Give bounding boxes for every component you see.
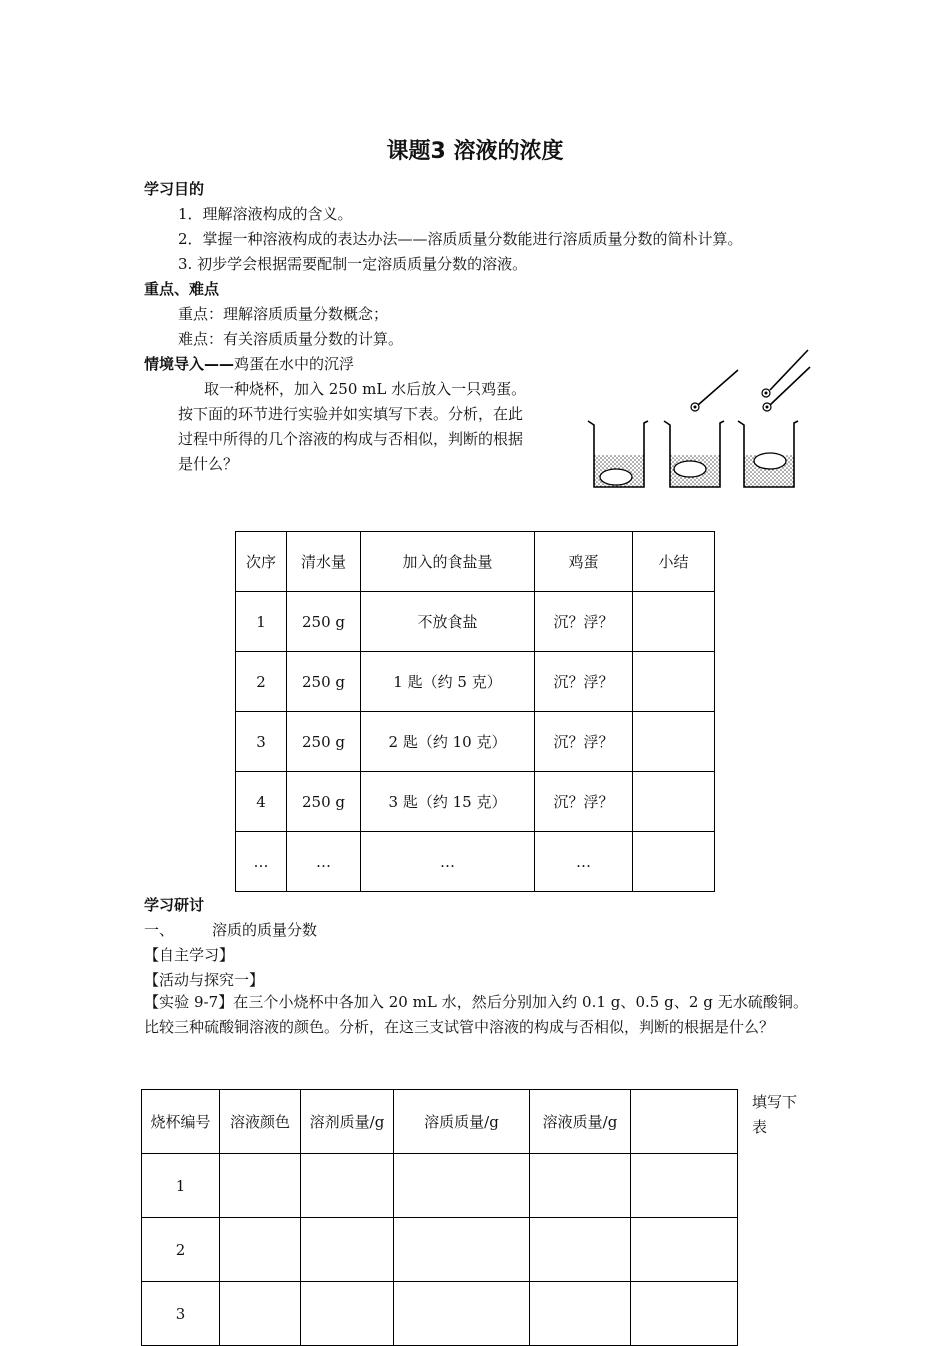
- activity-tag: 【活动与探究一】: [144, 971, 265, 989]
- table-cell-blank[interactable]: [301, 1218, 394, 1282]
- table-cell-blank[interactable]: [301, 1282, 394, 1346]
- table-cell: 250 g: [287, 712, 361, 772]
- objective-item: 3. 初步学会根据需要配制一定溶质质量分数的溶液。: [178, 255, 528, 273]
- scenario-heading-bold: 情境导入——: [144, 355, 235, 373]
- table-cell: 3: [142, 1282, 220, 1346]
- table-header-cell: 小结: [633, 532, 715, 592]
- scenario-heading-rest: 鸡蛋在水中的沉浮: [234, 355, 355, 373]
- table-cell-blank[interactable]: [220, 1282, 301, 1346]
- table-header-cell: 加入的食盐量: [361, 532, 535, 592]
- table-cell: 沉？浮？: [535, 592, 633, 652]
- table-cell: 不放食盐: [361, 592, 535, 652]
- self-study-tag: 【自主学习】: [144, 946, 235, 964]
- table-cell-blank[interactable]: [631, 1154, 738, 1218]
- table-header-cell: 溶剂质量/g: [301, 1090, 394, 1154]
- table-cell-blank[interactable]: [633, 712, 715, 772]
- experiment-text: 【实验 9-7】在三个小烧杯中各加入 20 mL 水，然后分别加入约 0.1 g、0.5 g、2 g 无水硫酸铜。比较三种硫酸铜溶液的颜色。分析，在这三支试管中溶液的构成与否相似，判断的根据是什么？: [144, 993, 808, 1036]
- table-cell: 1: [142, 1154, 220, 1218]
- table-cell: 250 g: [287, 592, 361, 652]
- table-cell-blank[interactable]: [220, 1154, 301, 1218]
- table-row: [236, 712, 715, 772]
- table-cell: 沉？浮？: [535, 652, 633, 712]
- table-cell: 250 g: [287, 772, 361, 832]
- table-row: [142, 1154, 738, 1218]
- table-cell: 3: [236, 712, 287, 772]
- table-cell-blank[interactable]: [394, 1218, 530, 1282]
- table-cell-blank[interactable]: [633, 772, 715, 832]
- table-cell: 2: [142, 1218, 220, 1282]
- table-header-row: [142, 1090, 738, 1154]
- table-row: [142, 1218, 738, 1282]
- table-cell: 沉？浮？: [535, 772, 633, 832]
- table-cell: 250 g: [287, 652, 361, 712]
- table-cell: 2: [236, 652, 287, 712]
- table-cell-blank[interactable]: [530, 1282, 631, 1346]
- fill-table-note: 填写下表: [752, 1093, 798, 1136]
- table-header-cell: 溶液质量/g: [530, 1090, 631, 1154]
- egg-experiment-table: [235, 531, 715, 892]
- table-cell-blank[interactable]: [394, 1282, 530, 1346]
- scenario-line: 过程中所得的几个溶液的构成与否相似，判断的根据: [178, 430, 524, 448]
- table-cell: …: [287, 832, 361, 892]
- table-cell: …: [535, 832, 633, 892]
- table-cell-blank[interactable]: [301, 1154, 394, 1218]
- table-header-cell: 烧杯编号: [142, 1090, 220, 1154]
- table-cell-blank[interactable]: [394, 1154, 530, 1218]
- beaker-3: [738, 350, 810, 487]
- objective-item: 2．掌握一种溶液构成的表达办法——溶质质量分数能进行溶质质量分数的简朴计算。: [178, 230, 743, 248]
- scenario-heading: [144, 353, 354, 374]
- section-number: 一、: [144, 921, 175, 939]
- table-cell-blank[interactable]: [633, 832, 715, 892]
- table-cell: 1 匙（约 5 克）: [361, 652, 535, 712]
- objective-item: 1．理解溶液构成的含义。: [178, 205, 353, 223]
- table-row: [142, 1282, 738, 1346]
- table-cell-blank[interactable]: [633, 592, 715, 652]
- table-row: [236, 832, 715, 892]
- keypoint-item: 重点：理解溶质质量分数概念；: [178, 305, 389, 323]
- table-row: [236, 652, 715, 712]
- table-cell-blank[interactable]: [530, 1154, 631, 1218]
- objectives-heading: 学习目的: [144, 180, 205, 198]
- table-row: [236, 772, 715, 832]
- beaker-2: [664, 370, 738, 487]
- table-cell: …: [361, 832, 535, 892]
- scenario-line: 是什么？: [178, 455, 239, 473]
- table-header-row: [236, 532, 715, 592]
- table-cell: 1: [236, 592, 287, 652]
- table-cell: …: [236, 832, 287, 892]
- table-header-cell: 清水量: [287, 532, 361, 592]
- table-cell-blank[interactable]: [530, 1218, 631, 1282]
- table-header-cell: [631, 1090, 738, 1154]
- scenario-line: 按下面的环节进行实验并如实填写下表。分析，在此: [178, 405, 524, 423]
- table-cell-blank[interactable]: [631, 1282, 738, 1346]
- table-cell: 沉？浮？: [535, 712, 633, 772]
- table-cell-blank[interactable]: [220, 1218, 301, 1282]
- page-title: 课题3 溶液的浓度: [386, 139, 564, 164]
- table-header-cell: 次序: [236, 532, 287, 592]
- keypoint-item: 难点：有关溶质质量分数的计算。: [178, 330, 404, 348]
- copper-sulfate-table: [141, 1089, 738, 1346]
- table-cell-blank[interactable]: [631, 1218, 738, 1282]
- beakers-illustration: [580, 345, 820, 495]
- table-cell: 2 匙（约 10 克）: [361, 712, 535, 772]
- scenario-line: 取一种烧杯，加入 250 mL 水后放入一只鸡蛋。: [204, 380, 527, 398]
- beaker-1: [588, 421, 648, 487]
- table-header-cell: 鸡蛋: [535, 532, 633, 592]
- table-header-cell: 溶液颜色: [220, 1090, 301, 1154]
- study-heading: 学习研讨: [144, 896, 205, 914]
- table-cell: 3 匙（约 15 克）: [361, 772, 535, 832]
- table-row: [236, 592, 715, 652]
- table-cell-blank[interactable]: [633, 652, 715, 712]
- keypoints-heading: 重点、难点: [144, 280, 220, 298]
- table-cell: 4: [236, 772, 287, 832]
- section-title: 溶质的质量分数: [212, 921, 318, 939]
- table-header-cell: 溶质质量/g: [394, 1090, 530, 1154]
